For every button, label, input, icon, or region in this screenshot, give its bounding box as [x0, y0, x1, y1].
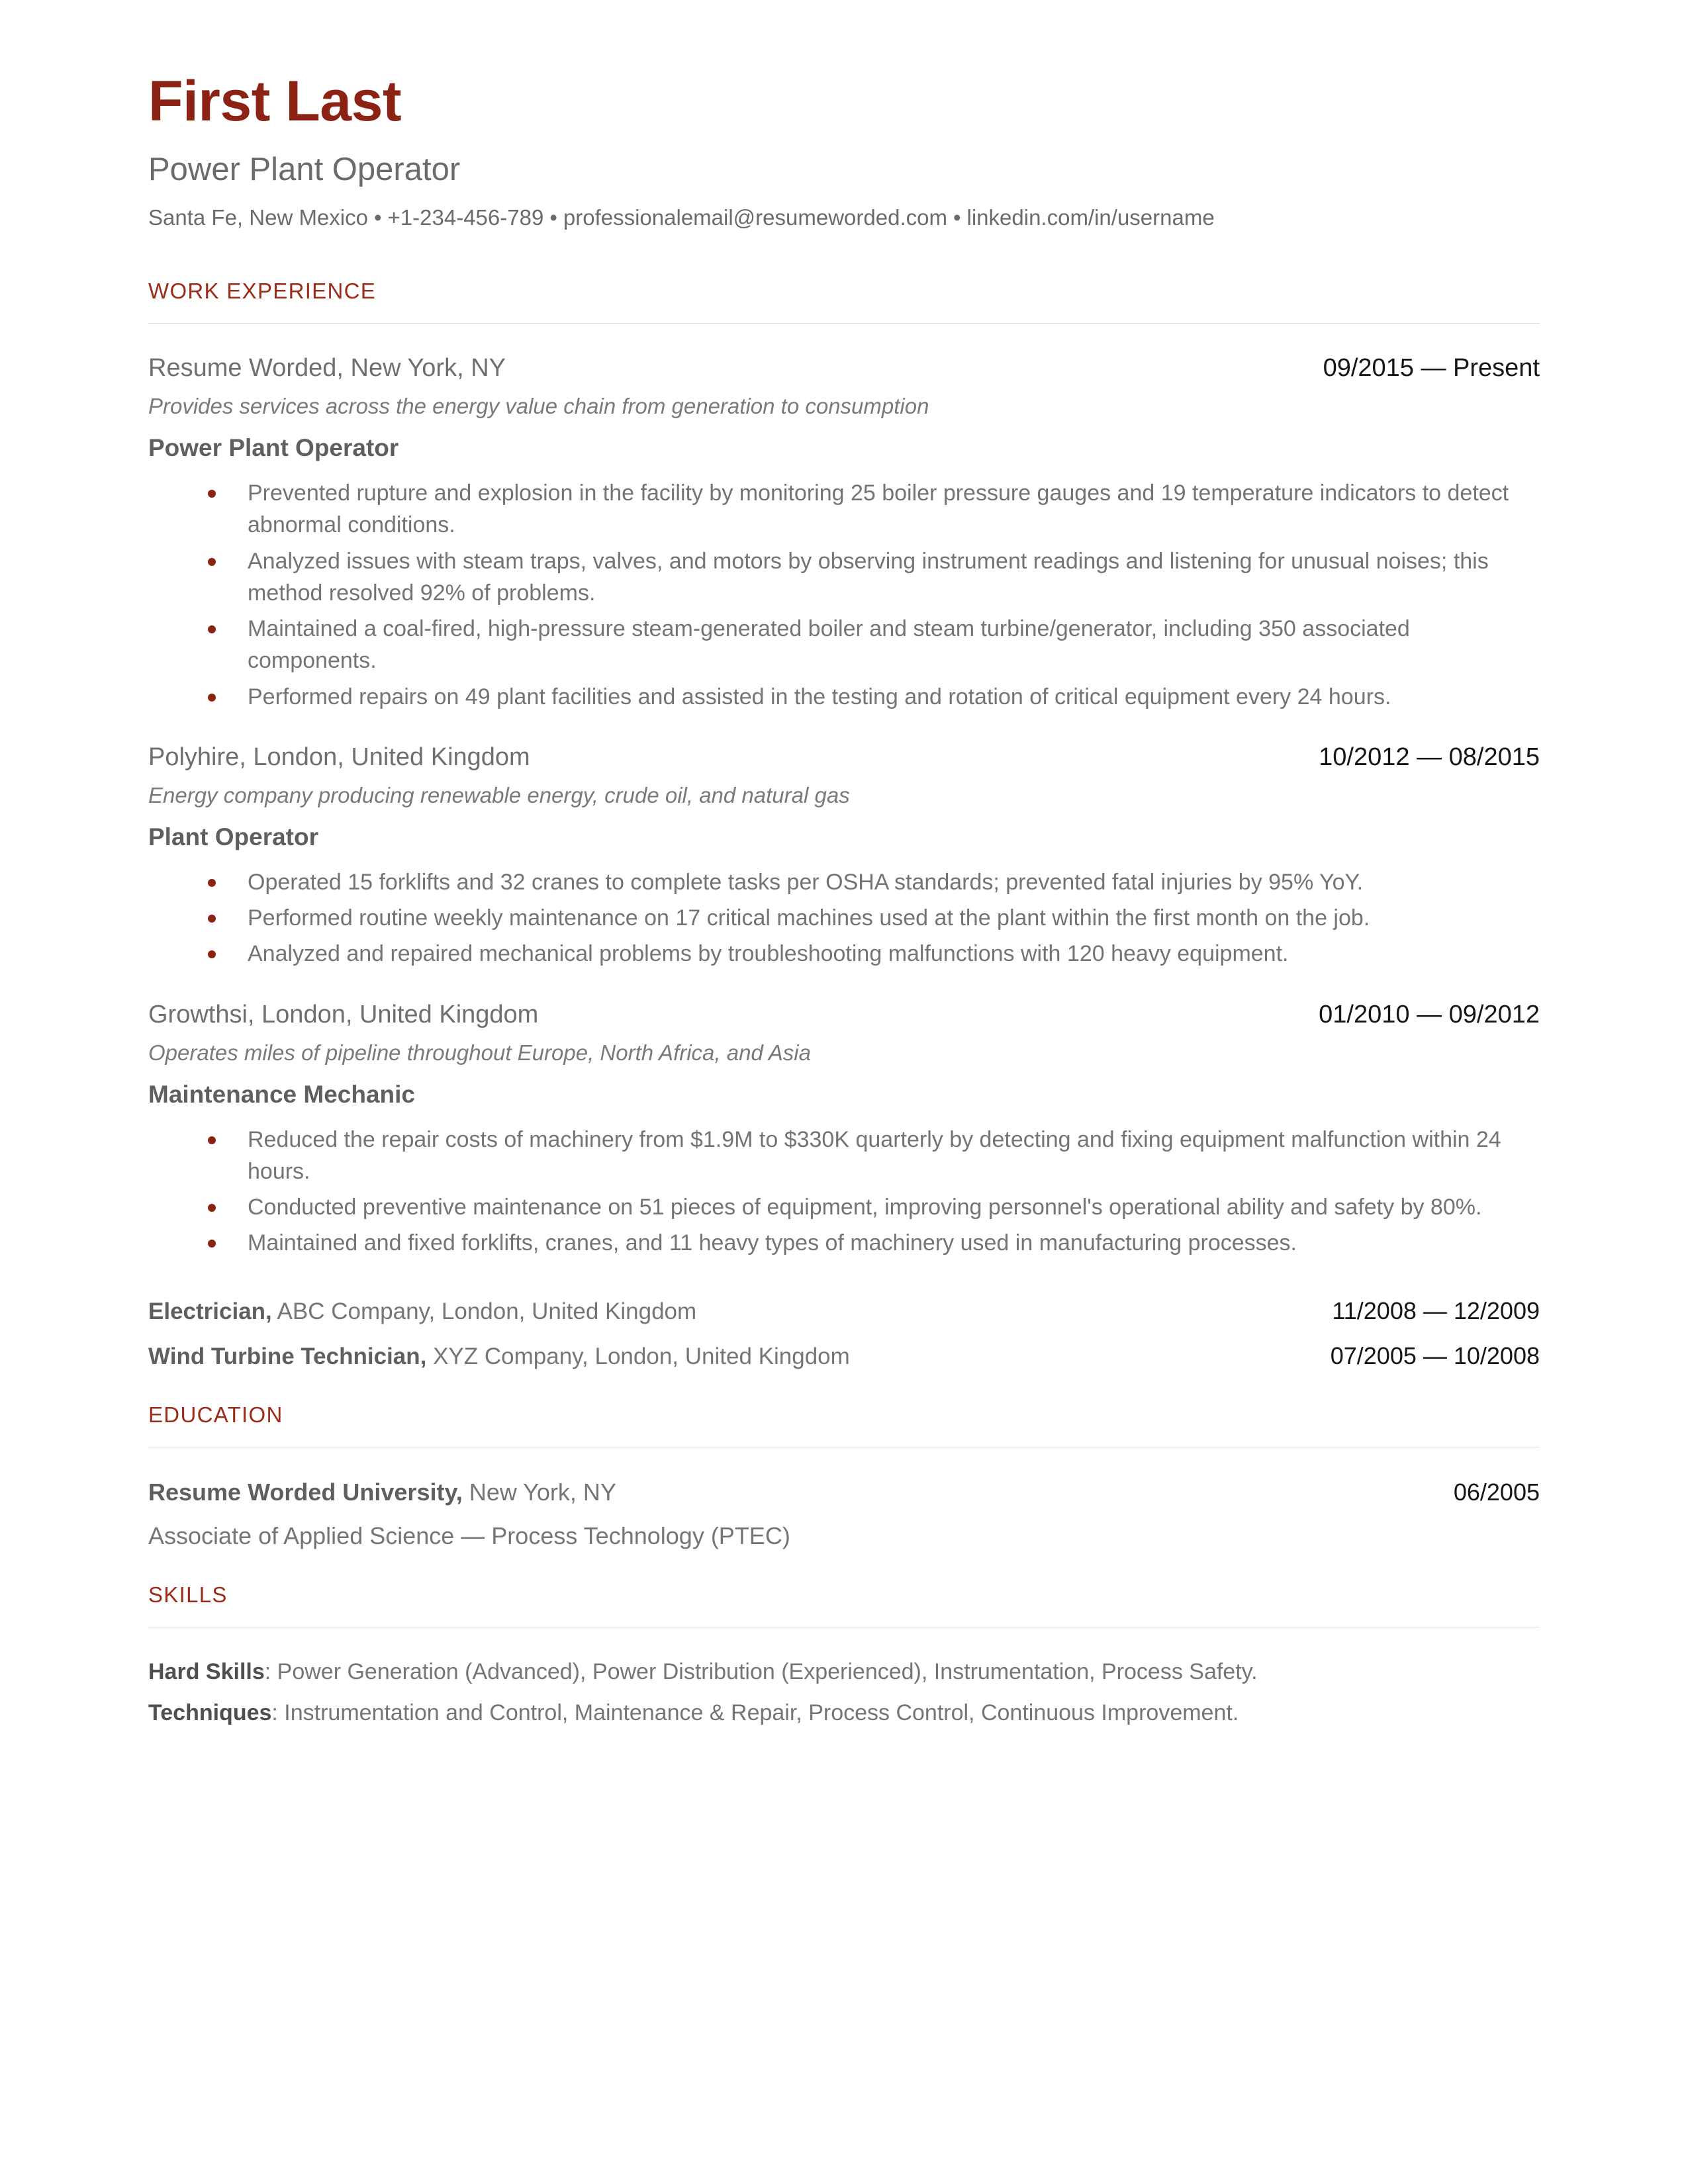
resume-content	[148, 0, 1540, 1724]
skill-line	[148, 1661, 1540, 1683]
job-bullet: Operated 15 forklifts and 32 cranes to complete tasks per OSHA standards; prevented fatal injuries by 95% YoY.	[148, 866, 1540, 898]
short-job-title: Wind Turbine Technician,	[148, 1343, 427, 1369]
job-company: Resume Worded, New York, NY	[148, 354, 506, 382]
skill-category-values: : Instrumentation and Control, Maintenance & Repair, Process Control, Continuous Improvement.	[271, 1700, 1239, 1725]
contact-phone[interactable]: +1-234-456-789	[387, 205, 544, 230]
job-title: Maintenance Mechanic	[148, 1080, 416, 1108]
job-company: Polyhire, London, United Kingdom	[148, 743, 530, 771]
job-dates: 10/2012 — 08/2015	[1319, 743, 1540, 771]
short-job-company: XYZ Company, London, United Kingdom	[426, 1343, 850, 1369]
education-entry	[148, 1480, 1540, 1548]
job-bullet: Prevented rupture and explosion in the facility by monitoring 25 boiler pressure gauges and 19 temperature indicators to detect abnormal conditions.	[148, 477, 1540, 541]
contact-email[interactable]: professionalemail@resumeworded.com	[563, 205, 947, 230]
professional-headline: Power Plant Operator	[148, 152, 461, 187]
job-entry	[148, 355, 1540, 713]
education-degree: Associate of Applied Science — Process Technology (PTEC)	[148, 1522, 790, 1549]
contact-line	[148, 186, 1540, 228]
education-header-row	[148, 1480, 1540, 1504]
skill-category-label: Techniques	[148, 1700, 272, 1725]
job-header-row	[148, 355, 1540, 381]
short-job-title: Electrician,	[148, 1298, 272, 1324]
job-bullet: Conducted preventive maintenance on 51 pieces of equipment, improving personnel's operational ability and safety by 80%.	[148, 1191, 1540, 1223]
short-job-dates: 07/2005 — 10/2008	[1330, 1342, 1540, 1369]
short-job-entry	[148, 1299, 1540, 1323]
job-bullet-list	[148, 849, 1540, 970]
short-job-dates: 11/2008 — 12/2009	[1332, 1297, 1540, 1324]
job-dates: 01/2010 — 09/2012	[1319, 1000, 1540, 1028]
job-company: Growthsi, London, United Kingdom	[148, 1000, 539, 1028]
job-entry	[148, 1002, 1540, 1259]
education-location: New York, NY	[462, 1478, 616, 1506]
job-bullet: Performed repairs on 49 plant facilities and assisted in the testing and rotation of critical equipment every 24 hours.	[148, 681, 1540, 713]
job-header-row	[148, 745, 1540, 770]
skill-category-label: Hard Skills	[148, 1659, 265, 1684]
job-title: Power Plant Operator	[148, 434, 399, 461]
job-dates: 09/2015 — Present	[1323, 354, 1540, 382]
short-job-company: ABC Company, London, United Kingdom	[271, 1298, 697, 1324]
job-bullet: Analyzed and repaired mechanical problems by troubleshooting malfunctions with 120 heavy equipment.	[148, 938, 1540, 970]
section-divider	[148, 323, 1540, 324]
skills-list	[148, 1661, 1540, 1724]
job-title: Plant Operator	[148, 823, 318, 850]
job-bullet: Analyzed issues with steam traps, valves, and motors by observing instrument readings and listening for unusual noises; this method resolved 92% of problems.	[148, 545, 1540, 610]
short-job-list	[148, 1299, 1540, 1368]
job-company-description: Energy company producing renewable energy, crude oil, and natural gas	[148, 782, 850, 807]
contact-separator-icon: •	[953, 205, 961, 230]
skill-line	[148, 1702, 1540, 1724]
education-school: Resume Worded University,	[148, 1478, 463, 1506]
job-bullet: Performed routine weekly maintenance on 17 critical machines used at the plant within the first month on the job.	[148, 902, 1540, 934]
section-skills	[148, 1548, 1540, 1724]
job-bullet: Reduced the repair costs of machinery from $1.9M to $330K quarterly by detecting and fixing equipment malfunction within 24 hours.	[148, 1124, 1540, 1188]
section-work-experience	[148, 228, 1540, 1368]
contact-separator-icon: •	[549, 205, 557, 230]
job-bullet-list	[148, 1107, 1540, 1259]
contact-separator-icon: •	[373, 205, 382, 230]
short-job-entry	[148, 1344, 1540, 1368]
section-education	[148, 1368, 1540, 1548]
short-job-label	[148, 1300, 696, 1323]
job-header-row	[148, 1002, 1540, 1027]
contact-location: Santa Fe, New Mexico	[148, 205, 368, 230]
education-school-line	[148, 1480, 616, 1504]
job-entry	[148, 745, 1540, 970]
page-title: First Last	[148, 69, 402, 133]
job-bullet-list	[148, 460, 1540, 713]
skill-category-values: : Power Generation (Advanced), Power Distribution (Experienced), Instrumentation, Process Safety.	[264, 1659, 1258, 1684]
job-company-description: Provides services across the energy value chain from generation to consumption	[148, 394, 929, 418]
job-bullet: Maintained and fixed forklifts, cranes, and 11 heavy types of machinery used in manufacturing processes.	[148, 1227, 1540, 1259]
section-heading-education: EDUCATION	[148, 1402, 283, 1427]
job-bullet: Maintained a coal-fired, high-pressure steam-generated boiler and steam turbine/generator, including 350 associated components.	[148, 613, 1540, 677]
short-job-label	[148, 1345, 850, 1368]
job-company-description: Operates miles of pipeline throughout Europe, North Africa, and Asia	[148, 1040, 811, 1065]
resume-header	[148, 0, 1540, 228]
section-heading-work: WORK EXPERIENCE	[148, 279, 377, 303]
section-heading-skills: SKILLS	[148, 1582, 228, 1607]
education-date: 06/2005	[1453, 1478, 1540, 1506]
contact-linkedin[interactable]: linkedin.com/in/username	[966, 205, 1215, 230]
